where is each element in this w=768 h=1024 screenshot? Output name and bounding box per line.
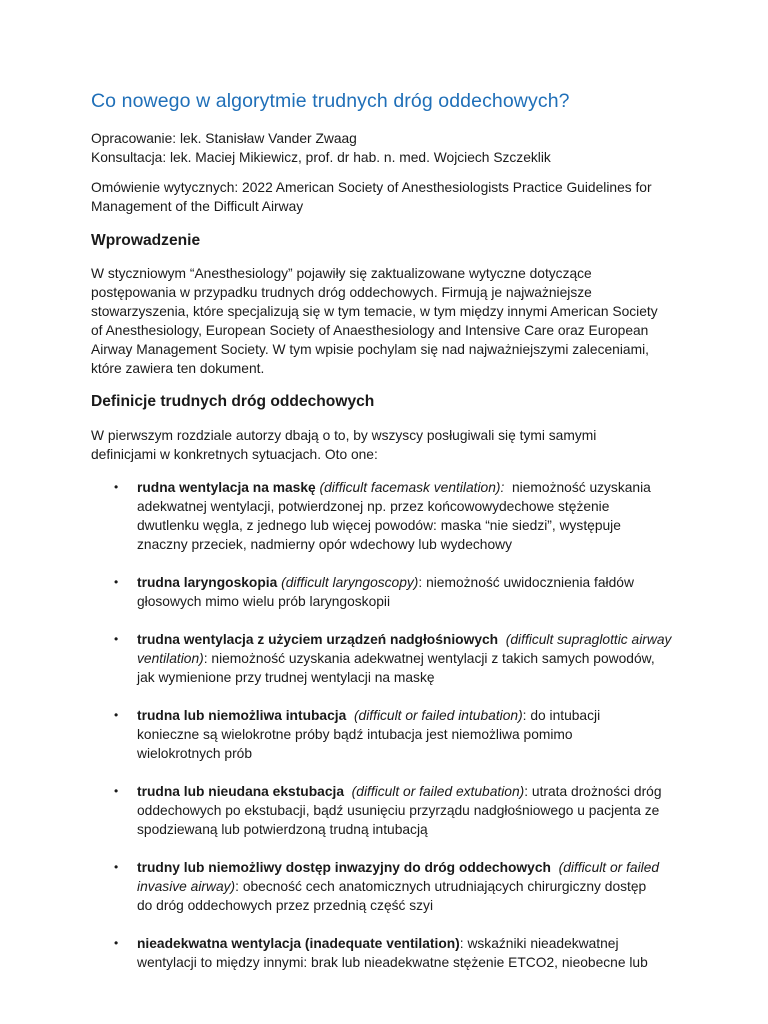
document-title: Co nowego w algorytmie trudnych dróg oddechowych? [91,90,570,112]
list-item [91,706,676,763]
paragraph-line: Airway Management Society. W tym wpisie pochylam się nad najważniejszymi zaleceniami, [91,342,649,357]
list-item [91,934,676,972]
english-term: (difficult supraglottic airway [505,632,672,647]
definition-text: : niemożność uzyskania adekwatnej wentylacji z takich samych powodów, [203,651,655,666]
list-item [91,630,676,687]
definition-text: : niemożność uwidocznienia fałdów [418,575,634,590]
definition-text: wentylacji to między innymi: brak lub nieadekwatne stężenie ETCO2, nieobecne lub [137,955,648,970]
term: rudna wentylacja na maskę [137,480,316,495]
paragraph-line: of Anesthesiology, European Society of Anaesthesiology and Intensive Care oraz European [91,323,649,338]
bullet-icon: • [114,632,119,646]
guidelines-reference [91,178,676,216]
definition-text: oddechowych po ekstubacji, bądź usunięciu przyrządu nadgłośniowego u pacjenta ze [137,803,660,818]
author-line: Opracowanie: lek. Stanisław Vander Zwaag [91,131,357,146]
list-item [91,573,676,611]
definition-text: spodziewaną lub potwierdzoną trudną intubacją [137,822,428,837]
english-term: (difficult or failed intubation) [353,708,523,723]
authors-block [91,129,676,167]
bullet-icon: • [114,575,119,589]
bullet-icon: • [114,784,119,798]
term: trudna wentylacja z użyciem urządzeń nadgłośniowych [137,632,499,647]
english-term: invasive airway) [137,879,236,894]
paragraph-line: które zawiera ten dokument. [91,361,265,376]
guidelines-line: Omówienie wytycznych: 2022 American Society of Anesthesiologists Practice Guidelines for [91,180,652,195]
definitions-intro [91,426,676,464]
consultant-line: Konsultacja: lek. Maciej Mikiewicz, prof. dr hab. n. med. Wojciech Szczeklik [91,150,551,165]
bullet-icon: • [114,480,119,494]
definition-text: wielokrotnych prób [137,746,253,761]
bullet-icon: • [114,936,119,950]
paragraph-line: postępowania w przypadku trudnych dróg oddechowych. Firmują je najważniejsze [91,285,592,300]
definition-text: jak wymienione przy trudnej wentylacji na maskę [137,670,435,685]
bullet-icon: • [114,860,119,874]
english-term: (difficult or failed extubation) [351,784,525,799]
paragraph-line: W pierwszym rozdziale autorzy dbają o to, by wszyscy posługiwali się tymi samymi [91,428,597,443]
list-item [91,478,676,554]
english-term: (difficult facemask ventilation): [319,480,505,495]
definition-text: : wskaźniki nieadekwatnej [459,936,619,951]
section-heading-intro: Wprowadzenie [91,232,201,249]
definition-text: do dróg oddechowych przez przednią część szyi [137,898,434,913]
english-term: ventilation) [137,651,204,666]
list-item [91,782,676,839]
paragraph-line: stowarzyszenia, które specjalizują się w tym temacie, w tym między innymi American Society [91,304,658,319]
definition-text: : utrata drożności dróg [524,784,662,799]
english-term: (difficult or failed [558,860,660,875]
guidelines-line: Management of the Difficult Airway [91,199,304,214]
term: trudna lub niemożliwa intubacja [137,708,347,723]
definition-text: : do intubacji [522,708,601,723]
section-heading-definitions: Definicje trudnych dróg oddechowych [91,393,375,410]
term: trudna lub nieudana ekstubacja [137,784,344,799]
definition-text: znaczny przeciek, nadmierny opór wdechowy lub wydechowy [137,537,512,552]
definition-text: adekwatnej wentylacji, potwierdzonej np. przez końcowowydechowe stężenie [137,499,610,514]
paragraph-line: definicjami w konkretnych sytuacjach. Oto one: [91,447,378,462]
paragraph-line: W styczniowym “Anesthesiology” pojawiły się zaktualizowane wytyczne dotyczące [91,266,592,281]
term: nieadekwatna wentylacja (inadequate ventilation) [137,936,460,951]
term: trudna laryngoskopia [137,575,278,590]
list-item [91,858,676,915]
definition-text: dwutlenku węgla, z jednego lub więcej powodów: maska “nie siedzi”, występuje [137,518,621,533]
intro-paragraph [91,264,676,378]
definition-text: głosowych mimo wielu prób laryngoskopii [137,594,391,609]
bullet-icon: • [114,708,119,722]
term: trudny lub niemożliwy dostęp inwazyjny do dróg oddechowych [137,860,551,875]
definition-text: niemożność uzyskania [512,480,651,495]
definition-text: konieczne są wielokrotne próby bądź intubacja jest niemożliwa pomimo [137,727,573,742]
definition-text: : obecność cech anatomicznych utrudniających chirurgiczny dostęp [235,879,647,894]
definitions-list [91,478,676,972]
english-term: (difficult laryngoscopy) [281,575,419,590]
